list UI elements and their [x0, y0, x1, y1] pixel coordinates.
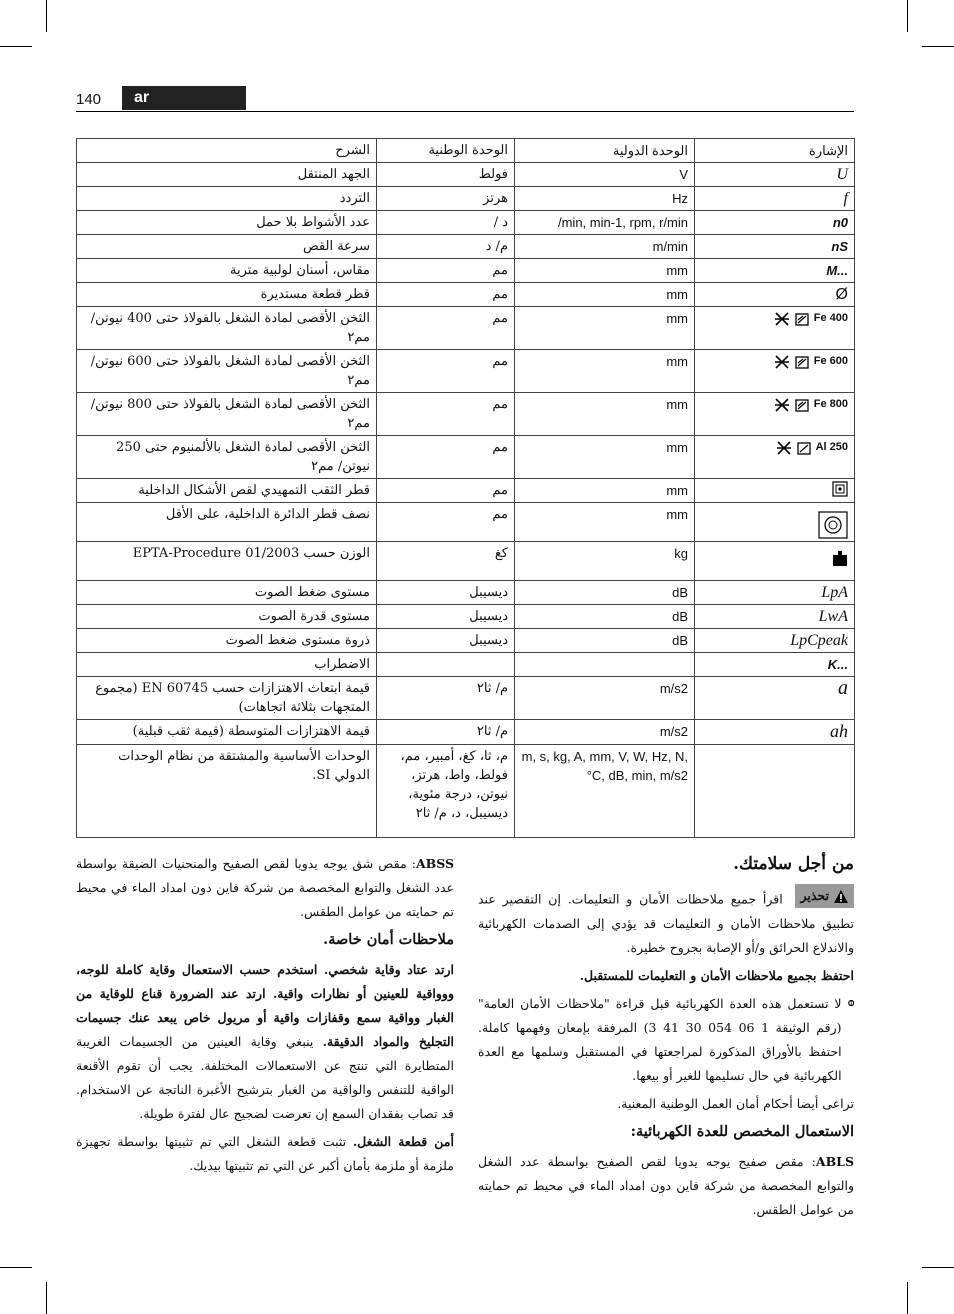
row-intl: kg	[515, 542, 695, 581]
row-symbol: M...	[826, 263, 848, 278]
crop-mark	[907, 0, 908, 32]
row-intl: mm	[515, 307, 695, 350]
row-desc: قطر قطعة مستديرة	[77, 283, 377, 307]
right-column	[478, 852, 854, 1226]
table-row	[77, 629, 855, 653]
warning-icon	[833, 889, 849, 904]
table-row	[77, 503, 855, 542]
abls-label: ABLS	[815, 1153, 854, 1169]
row-desc: قطر الثقب التمهيدي لقص الأشكال الداخلية	[77, 479, 377, 503]
row-intl: mm	[515, 436, 695, 479]
row-nat: مم	[377, 307, 515, 350]
row-symbol: Fe 600	[813, 355, 848, 367]
weight-icon	[832, 550, 848, 566]
header-symbol: الإشارة	[695, 139, 855, 163]
read-manual-icon	[848, 992, 854, 1014]
table-row	[77, 479, 855, 503]
crop-mark	[907, 1282, 908, 1314]
table-row	[77, 350, 855, 393]
regulations-text: تراعى أيضا أحكام أمان العمل الوطنية المعنية.	[617, 1095, 854, 1111]
row-nat	[377, 653, 515, 677]
row-intl: mm	[515, 479, 695, 503]
row-symbol: Al 250	[815, 441, 848, 453]
row-desc: قيمة ابتعاث الاهتزازات حسب EN 60745 (مجموع المتجهات بثلاثة اتجاهات)	[77, 677, 377, 720]
ppe-bold: ارتد عتاد وقاية شخصي. استخدم حسب الاستعمال وقاية كاملة للوجه، ووواقية للعينين أو نظارات واقية. ارتد عند الضرورة قناع للوقاية من الغبار وواقية سمع وقفازات واقية أو مريول خاص يبعد عنك جسيمات التجليخ والمواد الدقيقة.	[76, 962, 454, 1049]
crop-mark	[0, 46, 32, 47]
row-intl: mm	[515, 503, 695, 542]
table-row	[77, 653, 855, 677]
table-row	[77, 745, 855, 838]
row-nat: مم	[377, 479, 515, 503]
row-intl: mm	[515, 283, 695, 307]
table-row	[77, 211, 855, 235]
abss-text: : مقص شق يوجه يدويا لقص الصفيح والمنحنيات الضيقة بواسطة عدد الشغل والتوابع المخصصة من شركة فاين دون امداد الماء في محيط تم حمايته من عوامل الطقس.	[76, 856, 454, 919]
row-symbol: Ø	[835, 286, 848, 303]
table-row	[77, 677, 855, 720]
table-row	[77, 436, 855, 479]
crop-mark	[922, 46, 954, 47]
row-desc: الاضطراب	[77, 653, 377, 677]
row-intl: Hz	[515, 187, 695, 211]
crop-mark	[46, 1282, 47, 1314]
header-national-unit: الوحدة الوطنية	[377, 139, 515, 163]
row-desc: مستوى ضغط الصوت	[77, 581, 377, 605]
table-row	[77, 187, 855, 211]
pilot-hole-icon	[832, 481, 848, 497]
table-row	[77, 259, 855, 283]
cut-icon	[774, 397, 790, 413]
row-nat: ديسيبل	[377, 605, 515, 629]
row-intl: dB	[515, 629, 695, 653]
row-nat: ديسيبل	[377, 581, 515, 605]
row-symbol: LwA	[818, 608, 848, 625]
row-desc: قيمة الاهتزازات المتوسطة (قيمة ثقب قبلية)	[77, 720, 377, 745]
row-desc: الوحدات الأساسية والمشتقة من نظام الوحدات الدولي SI.	[77, 745, 377, 838]
booklet-notice	[478, 992, 854, 1092]
language-tab	[122, 86, 246, 110]
row-nat: مم	[377, 350, 515, 393]
row-desc: الثخن الأقصى لمادة الشغل بالفولاذ حتى 400 نيوتن/ مم٢	[77, 307, 377, 350]
page-number: 140	[76, 91, 102, 108]
steel-sheet-icon	[794, 311, 810, 327]
row-nat: د /	[377, 211, 515, 235]
row-symbol: f	[843, 190, 848, 207]
warning-badge	[795, 884, 854, 908]
table-header-row	[77, 139, 855, 163]
row-nat: هرتز	[377, 187, 515, 211]
row-desc: الوزن حسب EPTA-Procedure 01/2003	[77, 542, 377, 581]
row-symbol: K...	[827, 657, 848, 672]
row-nat: م/ د	[377, 235, 515, 259]
symbols-table	[76, 138, 855, 838]
row-symbol-empty	[695, 745, 855, 838]
row-symbol: n0	[832, 215, 848, 230]
secure-workpiece-paragraph	[76, 1130, 454, 1178]
row-desc: التردد	[77, 187, 377, 211]
cut-icon	[774, 354, 790, 370]
warning-paragraph	[478, 884, 854, 960]
row-intl: m, s, kg, A, mm, V, W, Hz, N, °C, dB, min, m/s2	[515, 745, 695, 838]
row-intl: dB	[515, 581, 695, 605]
table-row	[77, 605, 855, 629]
row-nat: م/ ثا٢	[377, 677, 515, 720]
table-row	[77, 307, 855, 350]
warning-label: تحذير	[800, 888, 829, 903]
row-symbol: a	[838, 677, 848, 699]
header-explanation: الشرح	[77, 139, 377, 163]
row-symbol: ah	[830, 721, 848, 741]
row-intl: mm	[515, 259, 695, 283]
row-desc: الجهد المنتقل	[77, 163, 377, 187]
row-symbol: LpA	[821, 584, 848, 601]
row-intl: dB	[515, 605, 695, 629]
row-desc: الثخن الأقصى لمادة الشغل بالألمنيوم حتى 250 نيوتن/ مم٢	[77, 436, 377, 479]
row-nat: ديسيبل	[377, 629, 515, 653]
row-symbol: Fe 800	[813, 398, 848, 410]
row-intl: m/s2	[515, 677, 695, 720]
row-symbol: U	[836, 166, 848, 183]
inner-radius-icon	[818, 511, 848, 539]
abss-label: ABSS	[415, 856, 454, 871]
row-desc: سرعة القص	[77, 235, 377, 259]
language-code: ar	[134, 89, 150, 106]
table-row	[77, 283, 855, 307]
row-intl: V	[515, 163, 695, 187]
secure-workpiece-text: تثبت قطعة الشغل التي تم تثبيتها بواسطة تجهيزة ملزمة أو ملزمة بأمان أكبر عن التي تم تثبيتها بيديك.	[76, 1134, 454, 1173]
row-desc: عدد الأشواط بلا حمل	[77, 211, 377, 235]
warning-text: اقرأ جميع ملاحظات الأمان و التعليمات. إن التقصير عند تطبيق ملاحظات الأمان و التعليمات قد يؤدي إلى الصدمات الكهربائية والاندلاع الحرائق و/أو الإصابة بجروح خطيرة.	[478, 891, 854, 955]
crop-mark	[922, 1267, 954, 1268]
row-nat: م/ ثا٢	[377, 720, 515, 745]
row-nat: مم	[377, 259, 515, 283]
crop-mark	[46, 0, 47, 32]
row-nat: م، ثا، كغ، أمبير، مم، فولط، واط، هرتز، نيوتن، درجة مئوية، ديسيبل، د، م/ ثا٢	[377, 745, 515, 838]
row-desc: مستوى قدرة الصوت	[77, 605, 377, 629]
keep-instructions: احتفظ بجميع ملاحظات الأمان و التعليمات للمستقبل.	[579, 967, 854, 983]
crop-mark	[0, 1267, 32, 1268]
aluminium-sheet-icon	[796, 440, 812, 456]
row-nat: مم	[377, 503, 515, 542]
booklet-text: لا تستعمل هذه العدة الكهربائية قبل قراءة "ملاحظات الأمان العامة" (رقم الوثيقة 1 06 054 30 41 3) المرفقة بإمعان وفهمها كاملة. احتفظ بالأوراق المذكورة لمراجعتها في المستقبل وسلمها مع العدة الكهربائية في حال تسليمها للغير أو بيعها.	[478, 995, 842, 1083]
abls-text: : مقص صفيح يوجه يدويا لقص الصفيح بواسطة عدد الشغل والتوابع المخصصة من شركة فاين دون امداد الماء في محيط تم حمايته من عوامل الطقس.	[478, 1153, 854, 1217]
row-intl: m/s2	[515, 720, 695, 745]
row-symbol: LpCpeak	[790, 632, 848, 649]
section-title: من أجل سلامتك.	[733, 854, 854, 874]
row-desc: مقاس، أسنان لولبية مترية	[77, 259, 377, 283]
intended-use-heading: الاستعمال المخصص للعدة الكهربائية:	[630, 1122, 854, 1140]
table-row	[77, 581, 855, 605]
table-row	[77, 720, 855, 745]
row-nat: فولط	[377, 163, 515, 187]
special-safety-heading: ملاحظات أمان خاصة.	[323, 931, 454, 948]
left-column	[76, 852, 454, 1182]
table-row	[77, 163, 855, 187]
ppe-paragraph	[76, 958, 454, 1126]
row-intl: mm	[515, 350, 695, 393]
row-desc: ذروة مستوى ضغط الصوت	[77, 629, 377, 653]
row-nat: مم	[377, 283, 515, 307]
row-desc: الثخن الأقصى لمادة الشغل بالفولاذ حتى 800 نيوتن/ مم٢	[77, 393, 377, 436]
row-nat: مم	[377, 393, 515, 436]
row-symbol: nS	[831, 239, 848, 254]
row-intl	[515, 653, 695, 677]
secure-workpiece-bold: أمن قطعة الشغل.	[352, 1134, 454, 1149]
ppe-text: ينبغي وقاية العينين من الجسيمات الغريبة المتطايرة التي تنتج عن الاستعمالات المختلفة. يجب أن تقوم الأقنعة الواقية للتنفس والواقية من الغبار بترشيح الأغبرة الناتجة عن الاستخدام. قد تصاب بفقدان السمع إن تعرضت لضجيج عال لفترة طويلة.	[76, 1034, 454, 1121]
row-symbol: Fe 400	[813, 312, 848, 324]
table-row	[77, 542, 855, 581]
steel-sheet-icon	[794, 397, 810, 413]
page-header	[76, 86, 854, 112]
header-rule	[76, 111, 854, 112]
row-intl: m/min	[515, 235, 695, 259]
cut-icon	[776, 440, 792, 456]
row-intl: /min, min-1, rpm, r/min	[515, 211, 695, 235]
table-row	[77, 393, 855, 436]
abls-paragraph	[478, 1150, 854, 1222]
row-intl: mm	[515, 393, 695, 436]
cut-icon	[774, 311, 790, 327]
row-nat: كغ	[377, 542, 515, 581]
header-intl-unit: الوحدة الدولية	[515, 139, 695, 163]
abss-paragraph	[76, 852, 454, 924]
steel-sheet-icon	[794, 354, 810, 370]
row-desc: نصف قطر الدائرة الداخلية، على الأقل	[77, 503, 377, 542]
row-desc: الثخن الأقصى لمادة الشغل بالفولاذ حتى 600 نيوتن/ مم٢	[77, 350, 377, 393]
table-row	[77, 235, 855, 259]
row-nat: مم	[377, 436, 515, 479]
